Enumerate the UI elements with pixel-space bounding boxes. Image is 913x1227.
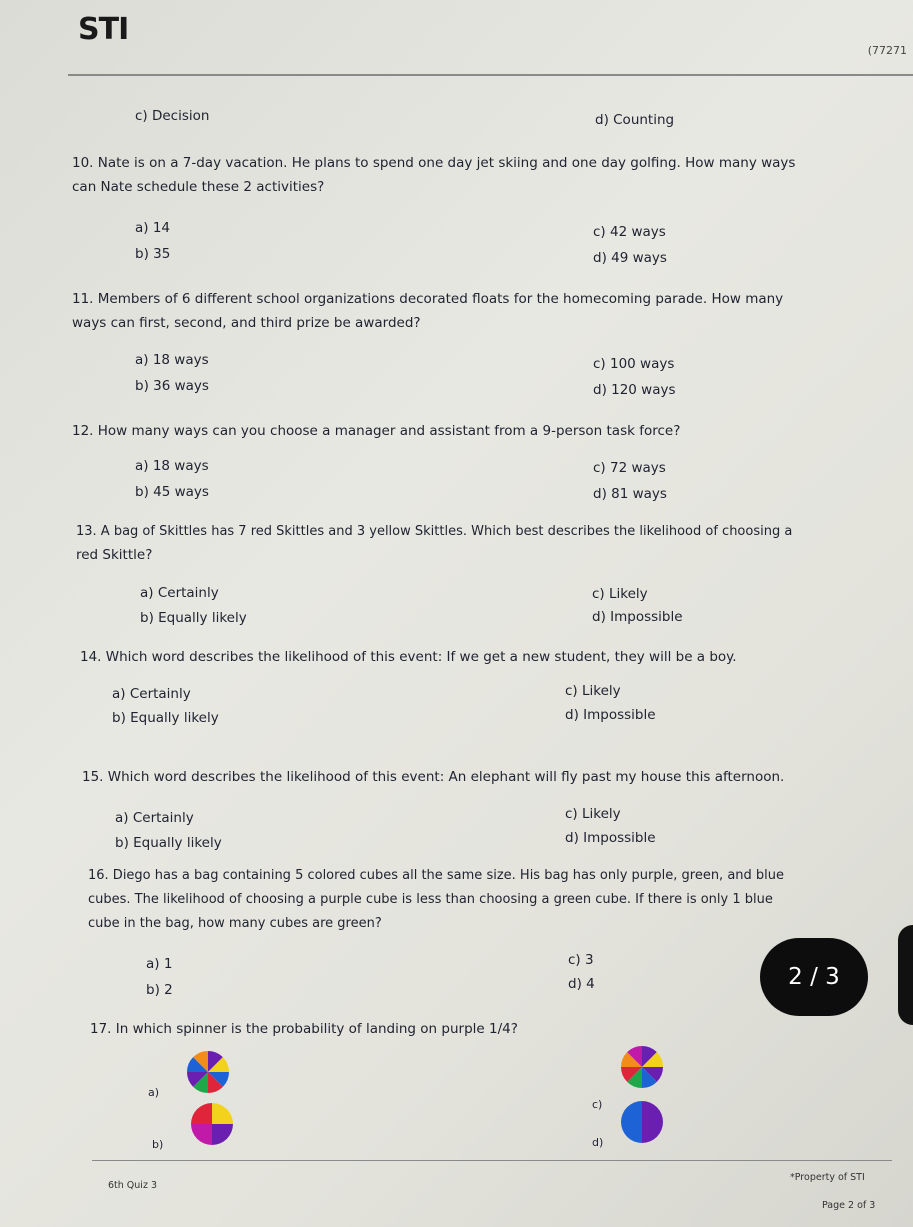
q12-option-d[interactable]: d) 81 ways: [593, 486, 667, 502]
q13-text-line1: 13. A bag of Skittles has 7 red Skittles and 3 yellow Skittles. Which best describes the likelihood of choosing a: [76, 524, 793, 539]
q10-text-line1: 10. Nate is on a 7-day vacation. He plans to spend one day jet skiing and one day golfing. How many ways: [72, 155, 796, 171]
edge-shape: [898, 925, 913, 1025]
q12-text-line1: 12. How many ways can you choose a manager and assistant from a 9-person task force?: [72, 423, 681, 439]
q9-option-d[interactable]: d) Counting: [595, 112, 675, 128]
spinner-d[interactable]: [620, 1100, 664, 1144]
q11-option-c[interactable]: c) 100 ways: [593, 356, 675, 372]
q12-option-c[interactable]: c) 72 ways: [593, 460, 666, 476]
q11-text-line1: 11. Members of 6 different school organizations decorated floats for the homecoming parade. How many: [72, 291, 784, 307]
q14-option-d[interactable]: d) Impossible: [565, 707, 656, 723]
q10-option-d[interactable]: d) 49 ways: [593, 250, 667, 266]
q9-option-c[interactable]: c) Decision: [135, 108, 210, 124]
q16-option-c[interactable]: c) 3: [568, 952, 594, 968]
spinner-b[interactable]: [190, 1102, 234, 1146]
q11-text-line2: ways can first, second, and third prize be awarded?: [72, 315, 421, 331]
q16-option-a[interactable]: a) 1: [146, 956, 173, 972]
spinner-c[interactable]: [620, 1045, 664, 1089]
q14-option-a[interactable]: a) Certainly: [112, 686, 191, 702]
q17-option-d-label: d): [592, 1136, 604, 1149]
q15-option-d[interactable]: d) Impossible: [565, 830, 656, 846]
q11-option-a[interactable]: a) 18 ways: [135, 352, 209, 368]
q16-text-line1: 16. Diego has a bag containing 5 colored cubes all the same size. His bag has only purple, green, and blue: [88, 868, 785, 883]
q13-option-d[interactable]: d) Impossible: [592, 609, 683, 625]
q13-option-a[interactable]: a) Certainly: [140, 585, 219, 601]
q12-option-b[interactable]: b) 45 ways: [135, 484, 209, 500]
q13-option-c[interactable]: c) Likely: [592, 586, 648, 602]
footer-left: 6th Quiz 3: [108, 1180, 157, 1191]
q13-text-line2: red Skittle?: [76, 547, 153, 563]
q16-option-b[interactable]: b) 2: [146, 982, 173, 998]
q15-option-c[interactable]: c) Likely: [565, 806, 621, 822]
q12-option-a[interactable]: a) 18 ways: [135, 458, 209, 474]
q11-option-b[interactable]: b) 36 ways: [135, 378, 209, 394]
header-rule: [68, 74, 913, 76]
q17-option-b-label: b): [152, 1138, 164, 1151]
q16-text-line2: cubes. The likelihood of choosing a purple cube is less than choosing a green cube. If there is only 1 blue: [88, 892, 773, 907]
q14-option-b[interactable]: b) Equally likely: [112, 710, 219, 726]
sti-logo: STI: [78, 12, 129, 47]
q14-text-line1: 14. Which word describes the likelihood of this event: If we get a new student, they will be a boy.: [80, 649, 737, 665]
q10-option-c[interactable]: c) 42 ways: [593, 224, 666, 240]
footer-right: *Property of STI: [790, 1172, 865, 1183]
q16-text-line3: cube in the bag, how many cubes are green?: [88, 916, 382, 931]
q15-option-a[interactable]: a) Certainly: [115, 810, 194, 826]
q10-option-b[interactable]: b) 35: [135, 246, 171, 262]
q13-option-b[interactable]: b) Equally likely: [140, 610, 247, 626]
spinner-a[interactable]: [186, 1050, 230, 1094]
q10-text-line2: can Nate schedule these 2 activities?: [72, 179, 325, 195]
corner-code: (77271: [867, 44, 907, 57]
q10-option-a[interactable]: a) 14: [135, 220, 171, 236]
q15-option-b[interactable]: b) Equally likely: [115, 835, 222, 851]
q17-option-c-label: c): [592, 1098, 603, 1111]
footer-page: Page 2 of 3: [822, 1200, 876, 1211]
q16-option-d[interactable]: d) 4: [568, 976, 595, 992]
q14-option-c[interactable]: c) Likely: [565, 683, 621, 699]
page-indicator: 2 / 3: [760, 938, 868, 1016]
q17-option-a-label: a): [148, 1086, 160, 1099]
q15-text-line1: 15. Which word describes the likelihood of this event: An elephant will fly past my house this afternoon.: [82, 769, 785, 785]
footer-rule: [92, 1160, 892, 1161]
q11-option-d[interactable]: d) 120 ways: [593, 382, 676, 398]
q17-text-line1: 17. In which spinner is the probability of landing on purple 1/4?: [90, 1021, 518, 1037]
